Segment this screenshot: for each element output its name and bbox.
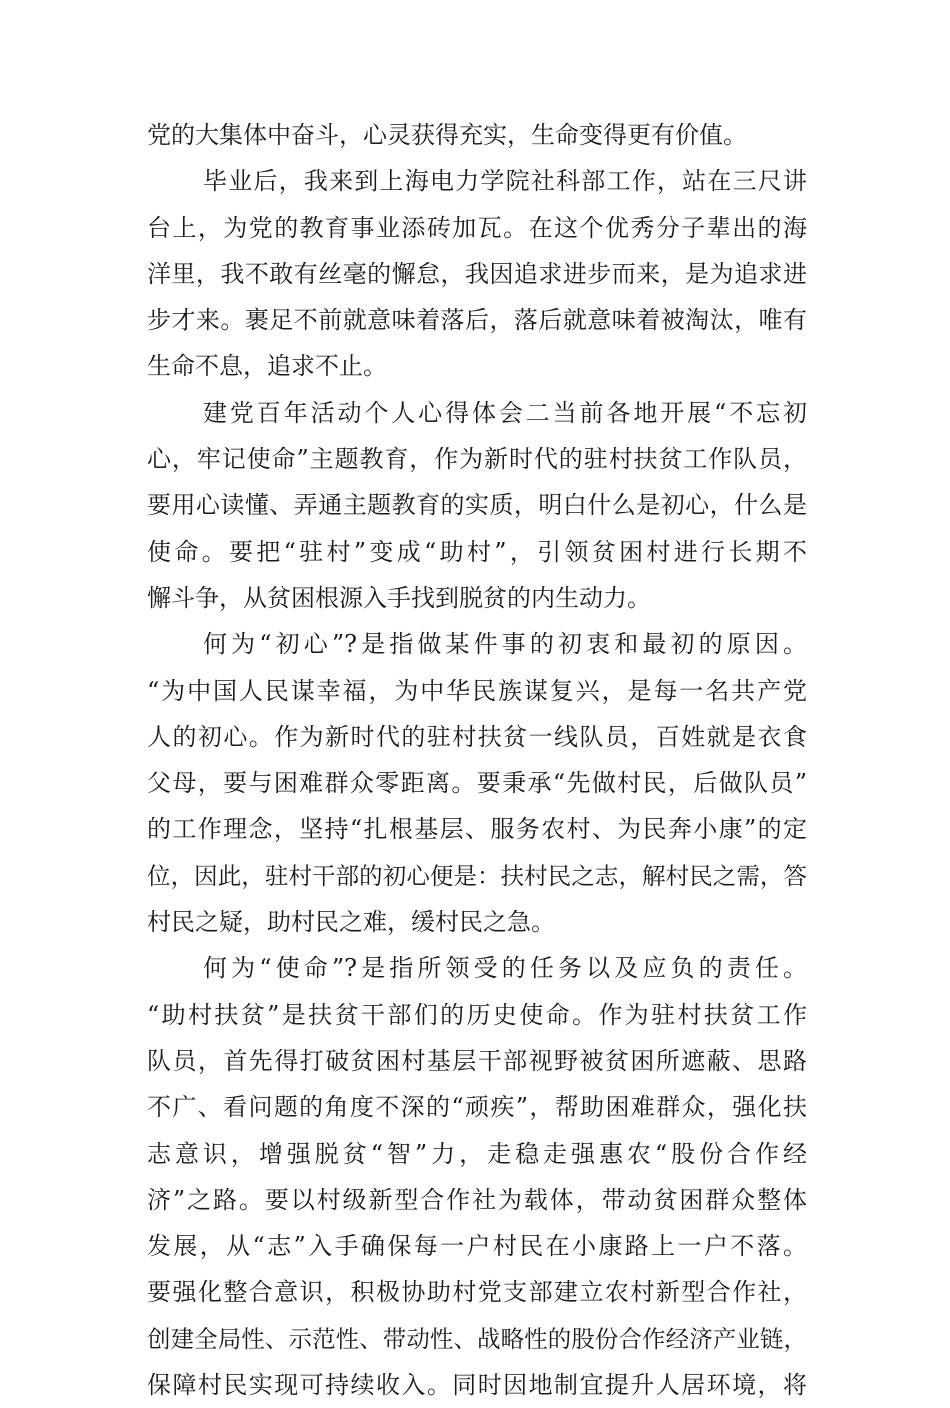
text-line: 何为“初心”?是指做某件事的初衷和最初的原因。 — [203, 630, 807, 659]
text-line: 村民之疑，助村民之难，缓村民之急。 — [147, 908, 555, 937]
text-line: 洋里，我不敢有丝毫的懈怠，我因追求进步而来，是为追求进 — [147, 259, 807, 288]
text-line: 的工作理念，坚持“扎根基层、服务农村、为民奔小康”的定 — [147, 815, 807, 844]
text-line: 步才来。裹足不前就意味着落后，落后就意味着被淘汰，唯有 — [147, 306, 807, 335]
text-line: 何为“使命”?是指所领受的任务以及应负的责任。 — [203, 954, 807, 983]
text-line: 父母，要与困难群众零距离。要秉承“先做村民，后做队员” — [147, 769, 807, 798]
text-line: 要用心读懂、弄通主题教育的实质，明白什么是初心，什么是 — [147, 491, 807, 520]
text-line: “为中国人民谋幸福，为中华民族谋复兴，是每一名共产党 — [147, 676, 807, 705]
text-line: 发展，从“志”入手确保每一户村民在小康路上一户不落。 — [147, 1232, 807, 1261]
text-line: 不广、看问题的角度不深的“顽疾”，帮助困难群众，强化扶 — [147, 1093, 807, 1122]
text-line: 党的大集体中奋斗，心灵获得充实，生命变得更有价值。 — [147, 121, 747, 149]
text-line: 位，因此，驻村干部的初心便是：扶村民之志，解村民之需，答 — [147, 861, 807, 890]
text-line: 人的初心。作为新时代的驻村扶贫一线队员，百姓就是衣食 — [147, 722, 807, 751]
text-line: 保障村民实现可持续收入。同时因地制宜提升人居环境，将 — [147, 1371, 807, 1400]
text-line: 生命不息，追求不止。 — [147, 352, 387, 381]
text-line: 心，牢记使命”主题教育，作为新时代的驻村扶贫工作队员， — [147, 445, 807, 474]
text-line: 要强化整合意识，积极协助村党支部建立农村新型合作社， — [147, 1278, 807, 1307]
text-line: 使命。要把“驻村”变成“助村”，引领贫困村进行长期不 — [147, 537, 807, 566]
text-line: 队员，首先得打破贫困村基层干部视野被贫困所遮蔽、思路 — [147, 1046, 807, 1075]
text-line: 懈斗争，从贫困根源入手找到脱贫的内生动力。 — [147, 583, 651, 612]
text-line: 志意识，增强脱贫“智”力，走稳走强惠农“股份合作经 — [147, 1139, 807, 1168]
text-line: 毕业后，我来到上海电力学院社科部工作，站在三尺讲 — [203, 167, 807, 196]
document-page — [147, 112, 807, 1408]
text-line: 建党百年活动个人心得体会二当前各地开展“不忘初 — [203, 398, 807, 427]
text-line: 济”之路。要以村级新型合作社为载体，带动贫困群众整体 — [147, 1185, 807, 1214]
text-line: “助村扶贫”是扶贫干部们的历史使命。作为驻村扶贫工作 — [147, 1000, 807, 1029]
text-line: 创建全局性、示范性、带动性、战略性的股份合作经济产业链， — [147, 1324, 807, 1353]
text-line: 台上，为党的教育事业添砖加瓦。在这个优秀分子辈出的海 — [147, 213, 807, 242]
